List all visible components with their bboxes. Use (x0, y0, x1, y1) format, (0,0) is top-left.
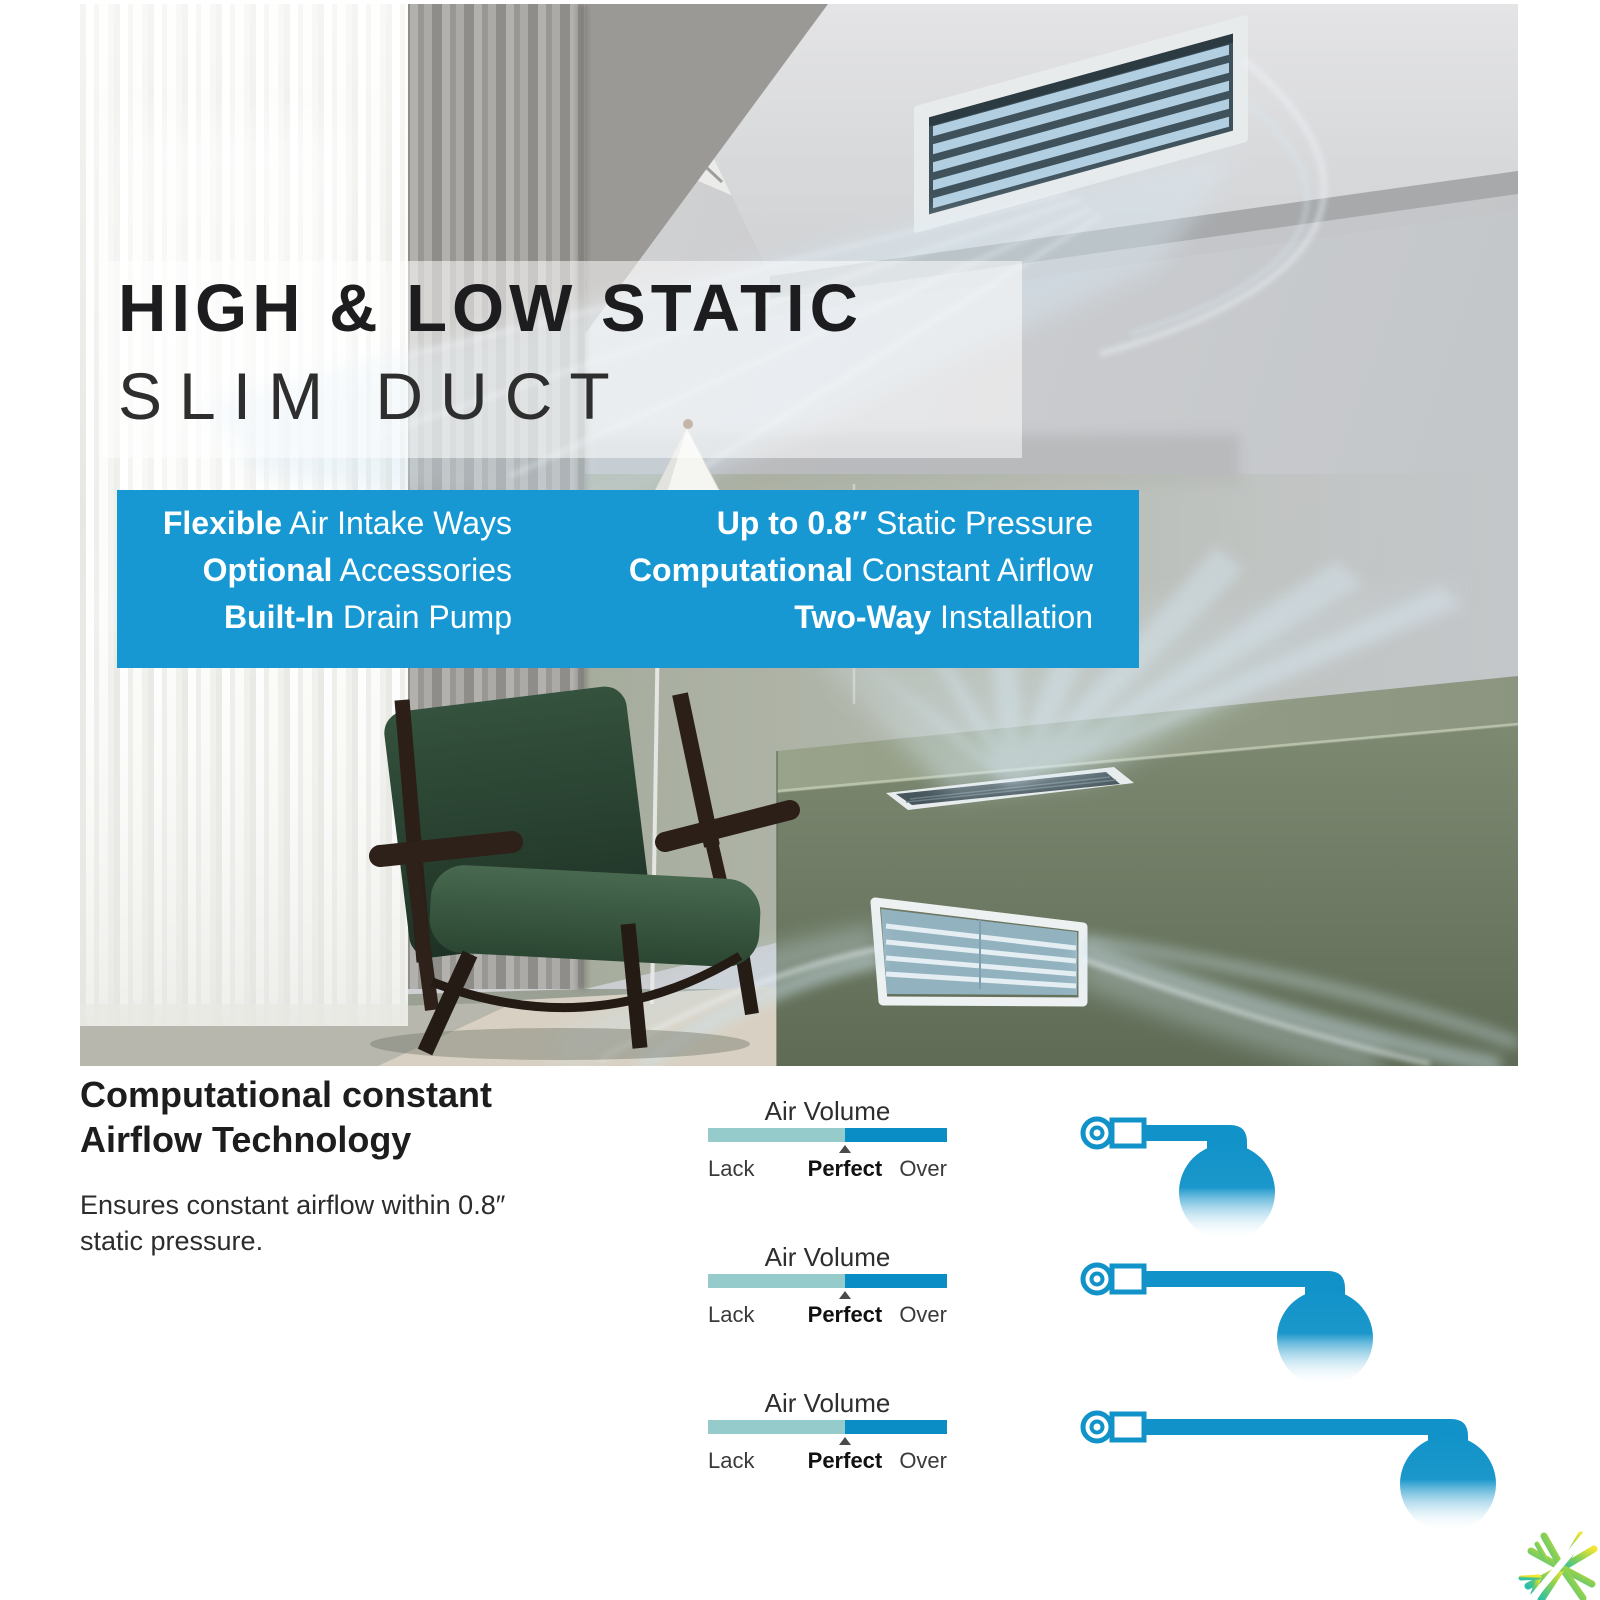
gauge-bar (708, 1128, 947, 1142)
feature-bold: Built-In (223, 599, 335, 635)
feature-bold: Optional (202, 552, 333, 588)
feature-bold: Computational (628, 552, 853, 588)
section-heading-line2: Airflow Technology (80, 1119, 412, 1160)
feature-rest: Drain Pump (334, 599, 512, 635)
gauge-label-perfect: Perfect (807, 1156, 883, 1181)
section-heading-line1: Computational constant (80, 1074, 492, 1115)
feature-item (512, 547, 1093, 594)
gauge-pointer-icon (839, 1145, 851, 1153)
duct-run-diagrams (1060, 1090, 1530, 1550)
feature-item (512, 594, 1093, 641)
gauge-bar (708, 1274, 947, 1288)
gauge-label-over: Over (899, 1302, 947, 1327)
feature-item (117, 594, 512, 641)
duct-run-medium-airflow-icon (1083, 1265, 1373, 1386)
gauge-labels (708, 1156, 947, 1180)
snowflake-burst-logo-icon (1495, 1520, 1600, 1600)
gauge-bar-lack-zone (708, 1274, 845, 1288)
feature-rest: Constant Airflow (852, 552, 1093, 588)
gauge-bar-over-zone (845, 1128, 947, 1142)
gauge-label-lack: Lack (708, 1448, 755, 1473)
gauge-bar-over-zone (845, 1274, 947, 1288)
section-heading (80, 1072, 492, 1162)
section-body-line2: static pressure. (80, 1226, 264, 1256)
gauge-labels (708, 1448, 947, 1472)
gauge-label-over: Over (899, 1448, 947, 1473)
air-volume-gauge-3 (708, 1388, 947, 1473)
feature-rest: Air Intake Ways (282, 505, 512, 541)
feature-bold: Flexible (162, 505, 282, 541)
gauge-label-lack: Lack (708, 1302, 755, 1327)
gauge-pointer-icon (839, 1291, 851, 1299)
gauge-title: Air Volume (764, 1242, 891, 1272)
feature-item (512, 500, 1093, 547)
duct-run-long-airflow-icon (1083, 1413, 1496, 1532)
section-body (80, 1187, 505, 1259)
feature-item (117, 547, 512, 594)
gauge-labels (708, 1302, 947, 1326)
section-body-line1: Ensures constant airflow within 0.8″ (80, 1190, 506, 1220)
gauge-label-over: Over (899, 1156, 947, 1181)
gauge-pointer-icon (839, 1437, 851, 1445)
duct-run-short-airflow-icon (1083, 1119, 1275, 1240)
feature-rest: Accessories (332, 552, 512, 588)
feature-item (117, 500, 512, 547)
feature-bold: Up to 0.8″ (716, 505, 868, 541)
feature-rest: Static Pressure (867, 505, 1093, 541)
page-subtitle: SLIM DUCT (118, 359, 627, 433)
gauge-label-lack: Lack (708, 1156, 755, 1181)
air-volume-gauge-1 (708, 1096, 947, 1181)
page-title: HIGH & LOW STATIC (118, 271, 863, 346)
feature-column-left (117, 490, 512, 668)
gauge-bar (708, 1420, 947, 1434)
gauge-bar-lack-zone (708, 1420, 845, 1434)
gauge-title: Air Volume (764, 1096, 891, 1126)
feature-bold: Two-Way (794, 599, 932, 635)
feature-rest: Installation (931, 599, 1093, 635)
gauge-bar-over-zone (845, 1420, 947, 1434)
feature-column-right (512, 490, 1139, 668)
air-volume-gauge-2 (708, 1242, 947, 1327)
gauge-title: Air Volume (764, 1388, 891, 1418)
gauge-bar-lack-zone (708, 1128, 845, 1142)
gauge-label-perfect: Perfect (807, 1448, 883, 1473)
feature-banner (117, 490, 1139, 668)
gauge-label-perfect: Perfect (807, 1302, 883, 1327)
